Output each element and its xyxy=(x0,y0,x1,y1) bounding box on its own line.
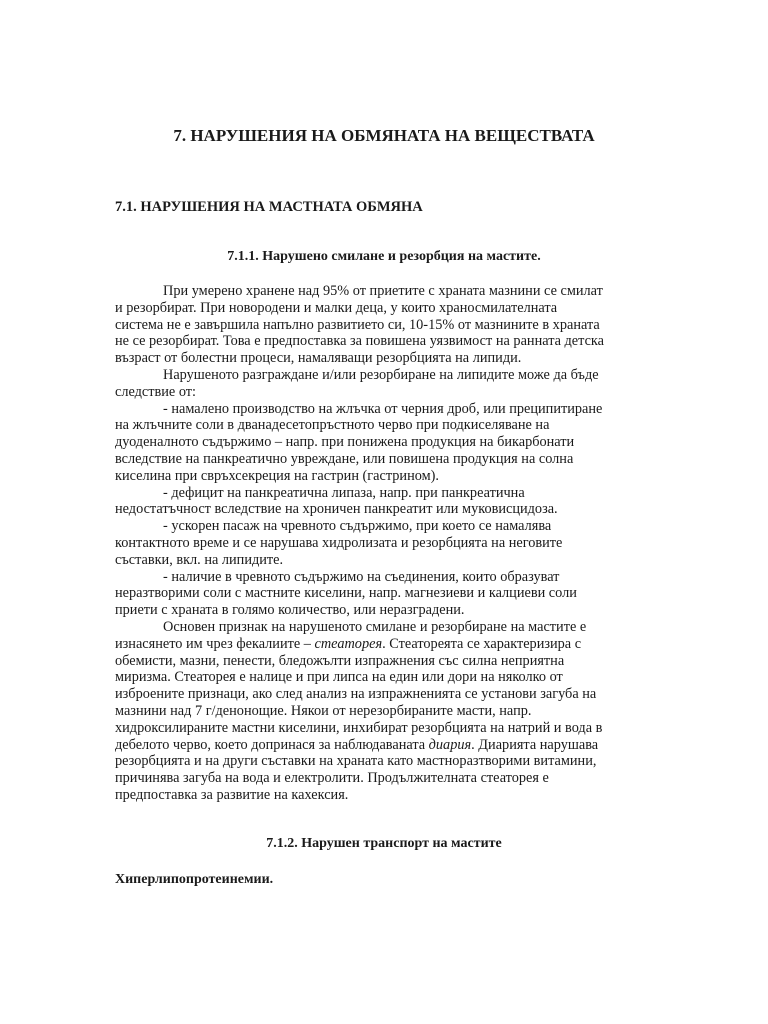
subsection-title: 7.1.2. Нарушен транспорт на мастите xyxy=(266,836,502,851)
text-line: миризма. Стеаторея е налице и при липса на един или дори на няколко от xyxy=(115,669,563,686)
text-line: дуоденалното съдържимо – напр. при понижена продукция на бикарбонати xyxy=(115,434,575,451)
text-line xyxy=(115,737,655,754)
text-line: Нарушеното разграждане и/или резорбиране на липидите може да бъде xyxy=(163,366,599,383)
text-line: хидроксилираните мастни киселини, инхибират резорбцията на натрий и вода в xyxy=(115,719,603,736)
text-line: не се резорбират. Това е предпоставка за повишена уязвимост на ранната детска xyxy=(115,333,604,350)
text-line: - намалено производство на жлъчка от черния дроб, или преципитиране xyxy=(163,400,603,417)
text-line: възраст от болестни процеси, намаляващи резорбцията на липиди. xyxy=(115,350,522,367)
text-segment: . Стеатореята се характеризира с xyxy=(382,635,582,652)
text-segment: изнасянето им чрез фекалиите – xyxy=(115,635,315,652)
text-line: обемисти, мазни, пенести, бледожълти изпражнения със силна неприятна xyxy=(115,652,565,669)
text-line: Основен признак на нарушеното смилане и резорбиране на мастите е xyxy=(163,618,587,635)
text-line: киселина при свръхсекреция на гастрин (гастрином). xyxy=(115,467,439,484)
text-line: съставки, вкл. на липидите. xyxy=(115,551,284,568)
section-title: 7.1. НАРУШЕНИЯ НА МАСТНАТА ОБМЯНА xyxy=(115,199,423,215)
text-line: недостатъчност вследствие на хроничен панкреатит или муковисцидоза. xyxy=(115,501,558,518)
text-line: причинява загуба на вода и електролити. Продължителната стеаторея е xyxy=(115,770,549,787)
text-segment: дебелото черво, което допринася за наблюдаваната xyxy=(115,736,429,753)
text-line: резорбцията и на други съставки на храната като мастноразтворими витамини, xyxy=(115,753,597,770)
body-text xyxy=(115,283,655,804)
text-line: на жлъчните соли в дванадесетопръстното черво при подкиселяване на xyxy=(115,417,550,434)
text-segment: . Диарията нарушава xyxy=(471,736,599,753)
text-line: При умерено хранене над 95% от приетите с храната мазнини се смилат xyxy=(163,283,603,299)
text-line: следствие от: xyxy=(115,383,197,400)
text-line: мазнини над 7 г/денонощие. Някои от нерезорбираните масти, напр. xyxy=(115,702,532,719)
subheading: Хиперлипопротеинемии. xyxy=(115,872,274,887)
text-line: изброените признаци, ако след анализ на изпражненията се установи загуба на xyxy=(115,686,597,703)
chapter-title: 7. НАРУШЕНИЯ НА ОБМЯНАТА НА ВЕЩЕСТВАТА xyxy=(173,126,595,145)
text-line xyxy=(115,636,655,653)
text-line: - дефицит на панкреатична липаза, напр. при панкреатична xyxy=(163,484,525,501)
text-line: вследствие на панкреатично увреждане, или повишена продукция на солна xyxy=(115,450,574,467)
term-steatorrhea: стеаторея xyxy=(314,635,383,652)
text-line: и резорбират. При новородени и малки деца, у които храносмилателната xyxy=(115,299,558,316)
text-line: предпоставка за развитие на кахексия. xyxy=(115,786,349,803)
term-diarrhea: диария xyxy=(428,736,472,753)
text-line: система не е завършила напълно развитието си, 10-15% от мазнините в храната xyxy=(115,316,600,333)
text-line: - наличие в чревното съдържимо на съединения, които образуват xyxy=(163,568,560,585)
subsection-title: 7.1.1. Нарушено смилане и резорбция на мастите. xyxy=(227,249,541,264)
text-line: неразтворими соли с мастните киселини, напр. магнезиеви и калциеви соли xyxy=(115,585,577,602)
text-line: - ускорен пасаж на чревното съдържимо, при което се намалява xyxy=(163,518,552,535)
text-line: контактното време и се нарушава хидролизата и резорбцията на неговите xyxy=(115,534,563,551)
text-line: приети с храната в голямо количество, или неразградени. xyxy=(115,602,465,619)
